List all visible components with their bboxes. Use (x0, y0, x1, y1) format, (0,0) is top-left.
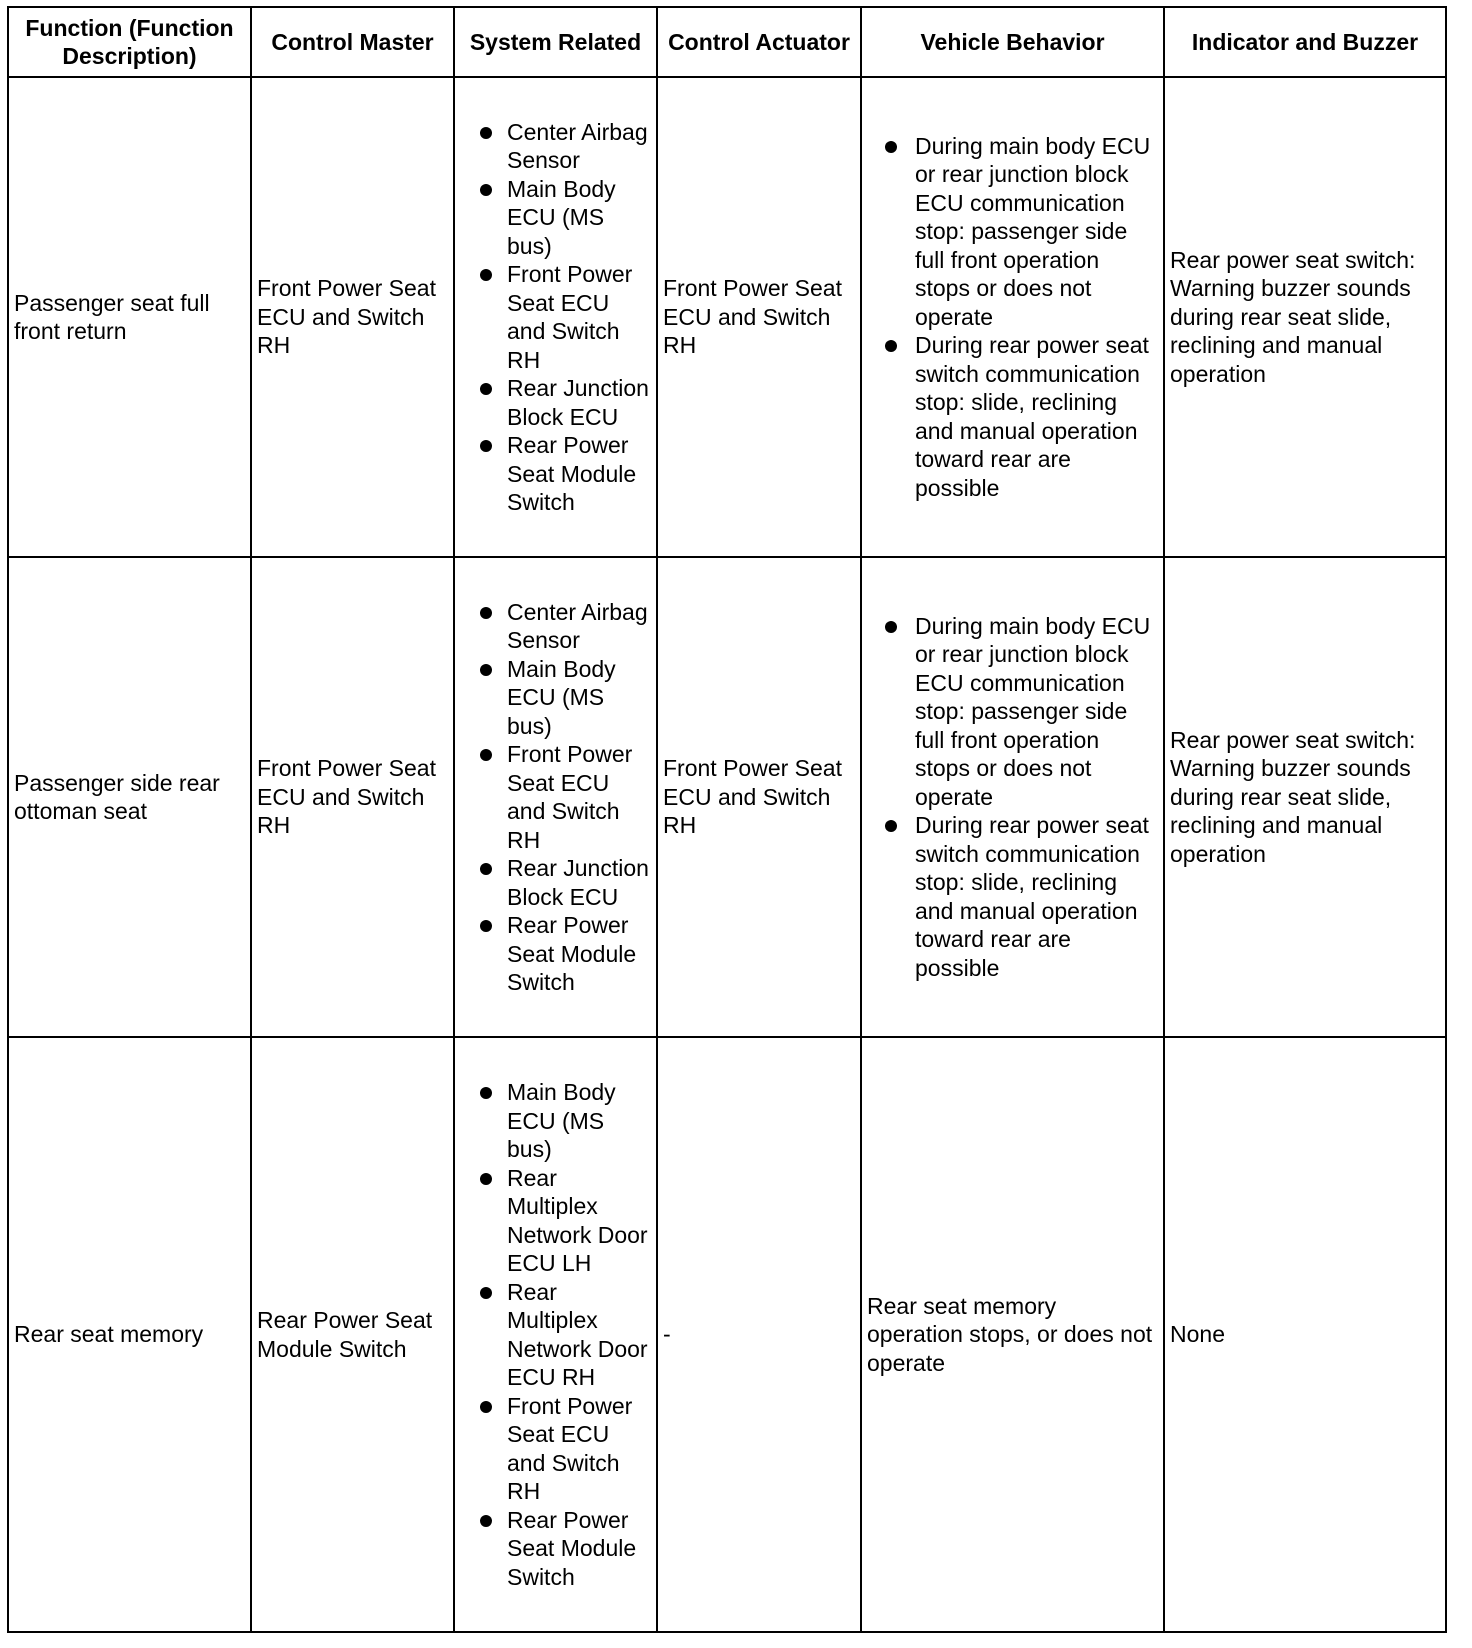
system-related-list (460, 1078, 651, 1591)
list-item: Rear Power Seat Module Switch (460, 911, 651, 997)
table-row (8, 77, 1446, 557)
vehicle-behavior-list (867, 612, 1158, 983)
table-row (8, 557, 1446, 1037)
cell-control-actuator: Front Power Seat ECU and Switch RH (657, 77, 861, 557)
list-item: Main Body ECU (MS bus) (460, 175, 651, 261)
list-item: Rear Multiplex Network Door ECU RH (460, 1278, 651, 1392)
list-item: Main Body ECU (MS bus) (460, 1078, 651, 1164)
list-item: Main Body ECU (MS bus) (460, 655, 651, 741)
list-item: Rear Power Seat Module Switch (460, 1506, 651, 1592)
cell-control-actuator: Front Power Seat ECU and Switch RH (657, 557, 861, 1037)
header-control-actuator: Control Actuator (657, 7, 861, 77)
list-item: During main body ECU or rear junction block ECU communication stop: passenger side full front operation stops or does not operate (867, 132, 1158, 332)
list-item: Front Power Seat ECU and Switch RH (460, 1392, 651, 1506)
system-related-list (460, 598, 651, 997)
header-control-master: Control Master (251, 7, 454, 77)
list-item: During main body ECU or rear junction block ECU communication stop: passenger side full front operation stops or does not operate (867, 612, 1158, 812)
list-item: Rear Junction Block ECU (460, 374, 651, 431)
cell-control-master: Front Power Seat ECU and Switch RH (251, 77, 454, 557)
list-item: Front Power Seat ECU and Switch RH (460, 740, 651, 854)
header-system-related: System Related (454, 7, 657, 77)
cell-indicator-buzzer: Rear power seat switch: Warning buzzer sounds during rear seat slide, reclining and manual operation (1164, 557, 1446, 1037)
cell-function: Rear seat memory (8, 1037, 251, 1632)
list-item: Rear Power Seat Module Switch (460, 431, 651, 517)
list-item: Center Airbag Sensor (460, 598, 651, 655)
cell-function: Passenger side rear ottoman seat (8, 557, 251, 1037)
cell-system-related (454, 77, 657, 557)
header-function: Function (Function Description) (8, 7, 251, 77)
header-vehicle-behavior: Vehicle Behavior (861, 7, 1164, 77)
header-indicator-buzzer: Indicator and Buzzer (1164, 7, 1446, 77)
list-item: Front Power Seat ECU and Switch RH (460, 260, 651, 374)
list-item: Center Airbag Sensor (460, 118, 651, 175)
vehicle-behavior-list (867, 132, 1158, 503)
function-spec-table (7, 6, 1447, 1633)
list-item: During rear power seat switch communication stop: slide, reclining and manual operation toward rear are possible (867, 811, 1158, 982)
list-item: Rear Multiplex Network Door ECU LH (460, 1164, 651, 1278)
cell-vehicle-behavior (861, 557, 1164, 1037)
cell-system-related (454, 1037, 657, 1632)
list-item: During rear power seat switch communication stop: slide, reclining and manual operation toward rear are possible (867, 331, 1158, 502)
table-row (8, 1037, 1446, 1632)
cell-control-actuator: - (657, 1037, 861, 1632)
header-row (8, 7, 1446, 77)
cell-indicator-buzzer: Rear power seat switch: Warning buzzer sounds during rear seat slide, reclining and manual operation (1164, 77, 1446, 557)
system-related-list (460, 118, 651, 517)
cell-system-related (454, 557, 657, 1037)
cell-indicator-buzzer: None (1164, 1037, 1446, 1632)
cell-control-master: Rear Power Seat Module Switch (251, 1037, 454, 1632)
cell-vehicle-behavior (861, 77, 1164, 557)
cell-control-master: Front Power Seat ECU and Switch RH (251, 557, 454, 1037)
cell-vehicle-behavior: Rear seat memory operation stops, or does not operate (861, 1037, 1164, 1632)
list-item: Rear Junction Block ECU (460, 854, 651, 911)
cell-function: Passenger seat full front return (8, 77, 251, 557)
